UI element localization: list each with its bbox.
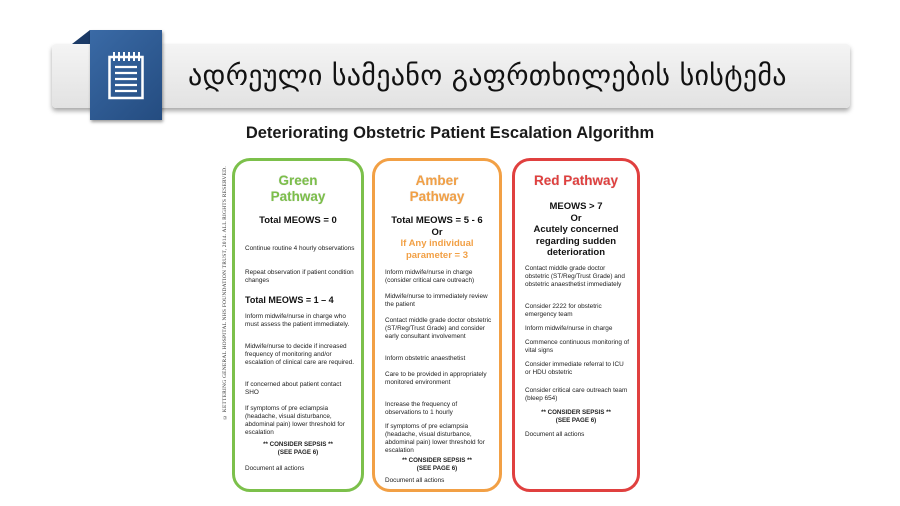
amber-criteria-or: Or — [431, 226, 443, 238]
notepad-badge — [90, 30, 162, 120]
amber-sepsis-line-1: ** CONSIDER SEPSIS ** — [402, 457, 472, 464]
slide-title: ადრეული სამეანო გაფრთხილების სისტემა — [188, 59, 787, 92]
red-criteria — [515, 201, 637, 259]
red-criteria-or: Or — [570, 212, 582, 224]
green-action: If symptoms of pre eclampsia (headache, visual disturbance, abdominal pain) lower threshold for escalation — [245, 405, 345, 436]
amber-criteria-line-1: Total MEOWS = 5 - 6 — [391, 215, 483, 226]
red-criteria-line-1: MEOWS > 7 — [549, 201, 603, 212]
green-sepsis-line-2: (SEE PAGE 6) — [277, 449, 319, 456]
copyright-notice: © KETTERING GENERAL HOSPITAL NHS FOUNDATION TRUST, 2014. ALL RIGHTS RESERVED. — [222, 166, 228, 420]
green-action: Midwife/nurse to decide if increased frequency of monitoring and/or escalation of clinical care are required. — [245, 343, 355, 366]
green-criteria-2: Total MEOWS = 1 – 4 — [245, 295, 334, 305]
amber-action: Contact middle grade doctor obstetric (ST/Reg/Trust Grade) and consider early consultant involvement — [385, 317, 492, 340]
amber-action: Midwife/nurse to immediately review the patient — [385, 293, 488, 308]
green-heading-line-2: Pathway — [270, 189, 326, 205]
amber-action: If symptoms of pre eclampsia (headache, visual disturbance, abdominal pain) lower threshold for escalation — [385, 423, 485, 454]
green-action: Continue routine 4 hourly observations — [245, 245, 355, 252]
red-action: Consider critical care outreach team (bleep 654) — [525, 387, 628, 402]
green-footer: Document all actions — [245, 465, 305, 472]
amber-heading-line-2: Pathway — [409, 189, 465, 205]
green-heading — [235, 173, 361, 206]
red-criteria-line-2: Acutely concerned — [533, 224, 619, 236]
red-action: Inform midwife/nurse in charge — [525, 325, 613, 332]
amber-pathway-panel — [372, 158, 502, 492]
green-action: If concerned about patient contact SHO — [245, 381, 342, 396]
badge-fold — [72, 30, 90, 44]
red-heading: Red Pathway — [533, 173, 619, 188]
amber-criteria-line-2: If Any individual — [400, 238, 474, 250]
amber-heading-line-1: Amber — [415, 173, 459, 188]
red-action: Consider 2222 for obstetric emergency team — [525, 303, 602, 318]
amber-heading — [375, 173, 499, 206]
amber-action: Increase the frequency of observations to 1 hourly — [385, 401, 458, 416]
red-sepsis-line-2: (SEE PAGE 6) — [555, 417, 597, 424]
red-footer: Document all actions — [525, 431, 585, 438]
amber-footer: Document all actions — [385, 477, 445, 484]
red-criteria-line-4: deterioration — [546, 247, 606, 259]
notepad-icon — [108, 50, 144, 100]
green-criteria: Total MEOWS = 0 — [259, 215, 337, 226]
green-sepsis-line-1: ** CONSIDER SEPSIS ** — [263, 441, 333, 448]
green-action: Repeat observation if patient condition changes — [245, 269, 354, 284]
green-action: Inform midwife/nurse in charge who must assess the patient immediately. — [245, 313, 350, 328]
green-heading-line-1: Green — [278, 173, 318, 188]
amber-criteria — [375, 215, 499, 261]
red-action: Commence continuous monitoring of vital signs — [525, 339, 630, 354]
document-title: Deteriorating Obstetric Patient Escalation Algorithm — [245, 124, 655, 142]
green-pathway-panel — [232, 158, 364, 492]
red-criteria-line-3: regarding sudden — [535, 235, 617, 247]
red-action: Contact middle grade doctor obstetric (ST/Reg/Trust Grade) and obstetric anaesthetist immediately — [525, 265, 625, 288]
amber-action: Care to be provided in appropriately monitored environment — [385, 371, 487, 386]
red-sepsis-line-1: ** CONSIDER SEPSIS ** — [541, 409, 611, 416]
amber-action: Inform midwife/nurse in charge (consider critical care outreach) — [385, 269, 475, 284]
amber-sepsis-line-2: (SEE PAGE 6) — [416, 465, 458, 472]
red-action: Consider immediate referral to ICU or HDU obstetric — [525, 361, 624, 376]
amber-action: Inform obstetric anaesthetist — [385, 355, 466, 362]
amber-criteria-line-3: parameter = 3 — [405, 249, 469, 261]
red-pathway-panel — [512, 158, 640, 492]
